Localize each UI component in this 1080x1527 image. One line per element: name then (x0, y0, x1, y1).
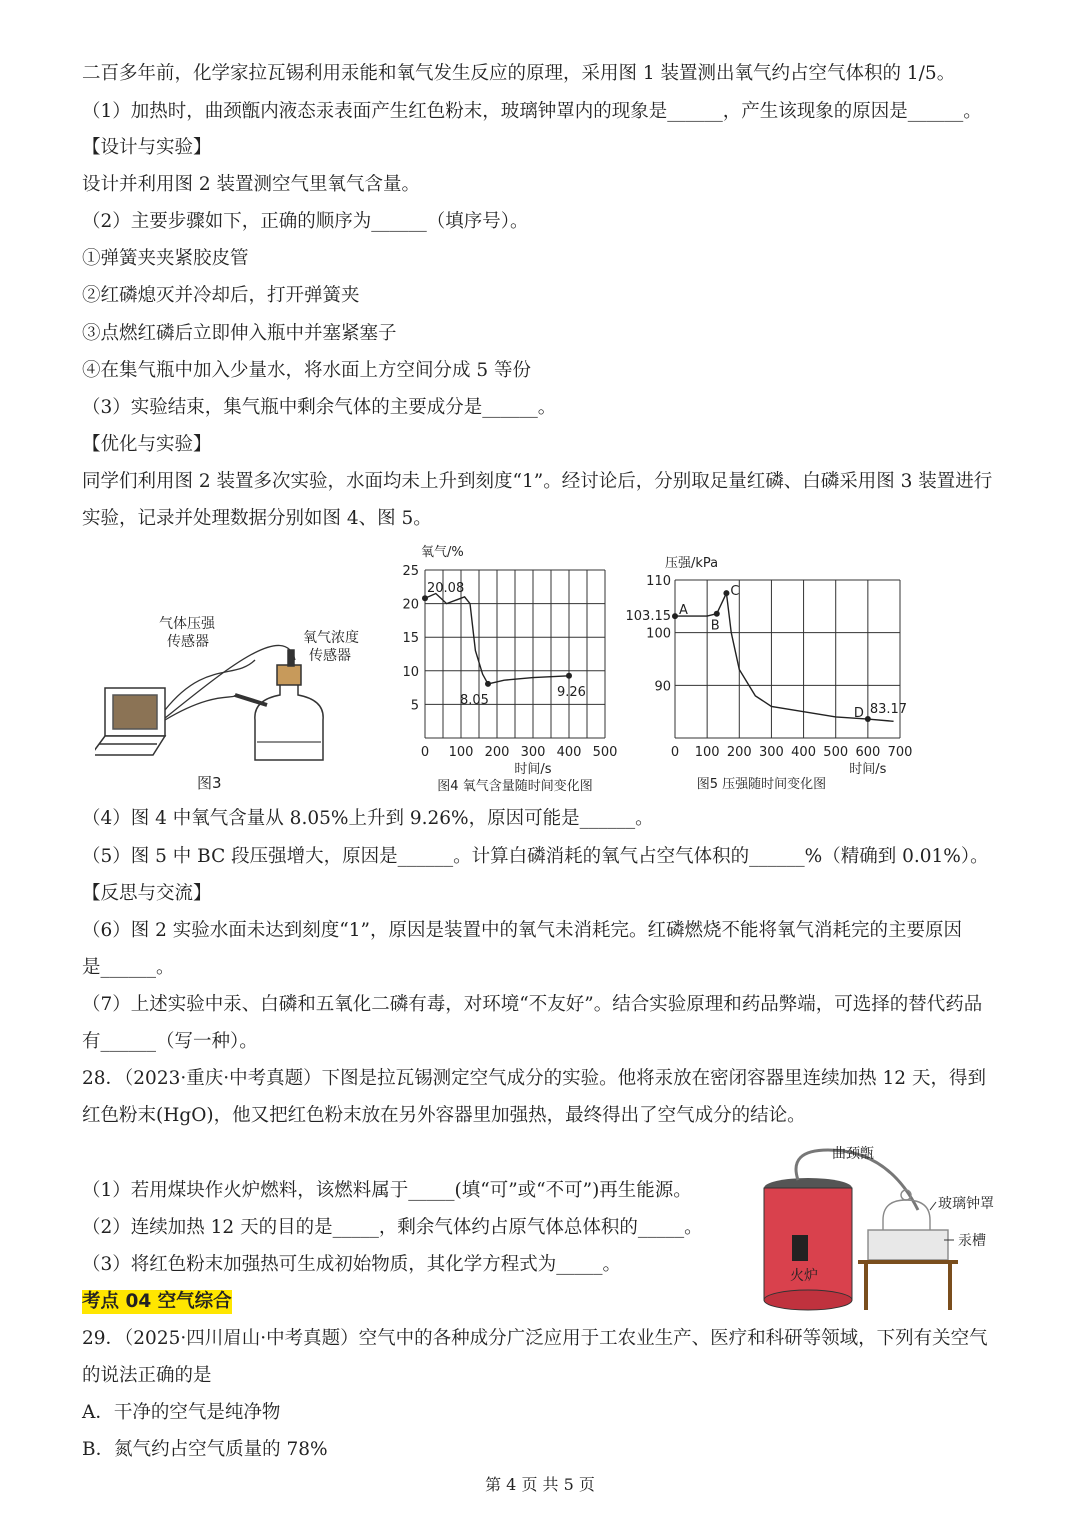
x-tick-label: 500 (592, 745, 618, 760)
text-line: （1）加热时，曲颈甑内液态汞表面产生红色粉末，玻璃钟罩内的现象是______，产生该现象的原因是______。 (82, 101, 982, 122)
fig3-caption: 图3 (197, 774, 222, 792)
y-tick-label: 100 (646, 626, 671, 642)
x-tick-label: 600 (855, 745, 881, 760)
data-point (672, 613, 678, 619)
y-tick-label: 110 (646, 574, 671, 589)
y-tick-label: 25 (402, 564, 419, 579)
data-label: 9.26 (557, 684, 586, 700)
text-line: （6）图 2 实验水面未达到刻度“1”，原因是装置中的氧气未消耗完。红磷燃烧不能将氧气消耗完的主要原因 (82, 920, 962, 941)
series-line (675, 593, 894, 721)
chart-title: 图5 压强随时间变化图 (696, 777, 827, 792)
bottle (235, 650, 323, 760)
text-line: 【优化与实验】 (82, 434, 212, 455)
text-line: （7）上述实验中汞、白磷和五氧化二磷有毒，对环境“不友好”。结合实验原理和药品弊端，可选择的替代药品 (82, 994, 983, 1015)
x-tick-label: 700 (887, 745, 913, 760)
text-line: ①弹簧夹夹紧胶皮管 (82, 248, 249, 269)
fig3-label-pressure-2: 传感器 (167, 634, 209, 650)
x-tick-label: 0 (670, 745, 680, 760)
y-tick-label: 20 (402, 597, 419, 613)
text-line: 29．（2025·四川眉山·中考真题）空气中的各种成分广泛应用于工农业生产、医疗和科研等领域，下列有关空气 (82, 1328, 988, 1349)
text-line: （5）图 5 中 BC 段压强增大，原因是______。计算白磷消耗的氧气占空气体积的______%（精确到 0.01%）。 (82, 846, 989, 867)
data-label: 103.15 (625, 609, 671, 625)
x-tick-label: 500 (823, 745, 849, 760)
label-retort: 曲颈甑 (832, 1146, 874, 1162)
text-line: 设计并利用图 2 装置测空气里氧气含量。 (82, 174, 421, 195)
x-tick-label: 300 (520, 745, 546, 760)
section-heading: 考点 04 空气综合 (82, 1291, 232, 1312)
data-label: 8.05 (460, 692, 489, 708)
y-tick-label: 15 (402, 631, 419, 647)
chart-pressure (625, 545, 915, 802)
furnace-label: 火炉 (790, 1268, 818, 1284)
text-line: B．氮气约占空气质量的 78% (82, 1439, 328, 1460)
text-line: （3）将红色粉末加强热可生成初始物质，其化学方程式为_____。 (82, 1254, 622, 1275)
text-line: 同学们利用图 2 装置多次实验，水面均未上升到刻度“1”。经讨论后，分别取足量红磷、白磷采用图 3 装置进行 (82, 471, 993, 492)
text-line: 有______（写一种）。 (82, 1031, 258, 1052)
x-tick-label: 200 (484, 745, 510, 760)
figure-lavoisier (758, 1140, 1038, 1315)
chart-oxygen (395, 540, 625, 802)
sensor-cable-1 (165, 660, 255, 710)
data-label: 20.08 (427, 581, 465, 597)
text-line: ②红磷熄灭并冷却后，打开弹簧夹 (82, 285, 360, 306)
text-line: 是______。 (82, 957, 175, 978)
data-point (723, 590, 729, 596)
label-trough: 汞槽 (958, 1233, 986, 1249)
point-label: A (679, 603, 688, 619)
text-line: 二百多年前，化学家拉瓦锡利用汞能和氧气发生反应的原理，采用图 1 装置测出氧气约占空气体积的 1/5。 (82, 63, 956, 84)
point-label: C (730, 584, 740, 600)
point-label: D (853, 706, 864, 722)
text-line: 实验，记录并处理数据分别如图 4、图 5。 (82, 508, 432, 529)
x-tick-label: 100 (694, 745, 720, 760)
furnace (764, 1178, 852, 1310)
text-line: 【反思与交流】 (82, 883, 212, 904)
x-tick-label: 0 (420, 745, 430, 760)
x-axis-label: 时间/s (514, 762, 552, 777)
y-tick-label: 10 (402, 664, 419, 680)
text-line: （3）实验结束，集气瓶中剩余气体的主要成分是______。 (82, 397, 557, 418)
laptop (95, 688, 165, 755)
x-tick-label: 400 (556, 745, 582, 760)
fig3-label-pressure: 气体压强 (159, 616, 215, 632)
text-line: 红色粉末(HgO)，他又把红色粉末放在另外容器里加强热，最终得出了空气成分的结论。 (82, 1105, 806, 1126)
text-line: 28．（2023·重庆·中考真题）下图是拉瓦锡测定空气成分的实验。他将汞放在密闭容器里连续加热 12 天，得到 (82, 1068, 986, 1089)
data-label: 83.17 (869, 702, 908, 718)
text-line: （4）图 4 中氧气含量从 8.05%上升到 9.26%，原因可能是______。 (82, 808, 654, 829)
fig3-label-oxygen: 氧气浓度 (303, 630, 359, 646)
chart-title: 图4 氧气含量随时间变化图 (437, 779, 593, 794)
y-tick-label: 90 (654, 679, 671, 695)
table (858, 1262, 958, 1310)
text-line: A．干净的空气是纯净物 (82, 1402, 281, 1423)
sensor-cable-2 (165, 645, 295, 720)
text-line: ③点燃红磷后立即伸入瓶中并塞紧塞子 (82, 323, 397, 344)
x-tick-label: 400 (791, 745, 816, 760)
text-line: （2）连续加热 12 天的目的是_____，剩余气体约占原气体总体积的_____。 (82, 1217, 703, 1238)
y-axis-label: 氧气/% (421, 545, 464, 560)
data-point (485, 681, 491, 687)
text-line: （2）主要步骤如下，正确的顺序为______（填序号）。 (82, 211, 529, 232)
y-axis-label: 压强/kPa (665, 556, 719, 571)
x-tick-label: 100 (448, 745, 474, 760)
text-line: 的说法正确的是 (82, 1365, 212, 1386)
page-footer: 第 4 页 共 5 页 (485, 1475, 595, 1494)
text-line: （1）若用煤块作火炉燃料，该燃料属于_____(填“可”或“不可”)再生能源。 (82, 1180, 692, 1201)
x-tick-label: 200 (726, 745, 752, 760)
label-bell-jar: 玻璃钟罩 (938, 1196, 994, 1212)
fig3-label-oxygen-2: 传感器 (309, 648, 351, 664)
data-point (566, 673, 572, 679)
text-line: 【设计与实验】 (82, 137, 212, 158)
figure-3 (95, 600, 385, 800)
x-tick-label: 300 (759, 745, 784, 760)
point-label: B (710, 618, 720, 634)
text-line: ④在集气瓶中加入少量水，将水面上方空间分成 5 等份 (82, 360, 532, 381)
x-axis-label: 时间/s (849, 762, 887, 777)
y-tick-label: 5 (410, 698, 419, 714)
bell-jar (868, 1190, 948, 1260)
data-point (714, 611, 720, 617)
